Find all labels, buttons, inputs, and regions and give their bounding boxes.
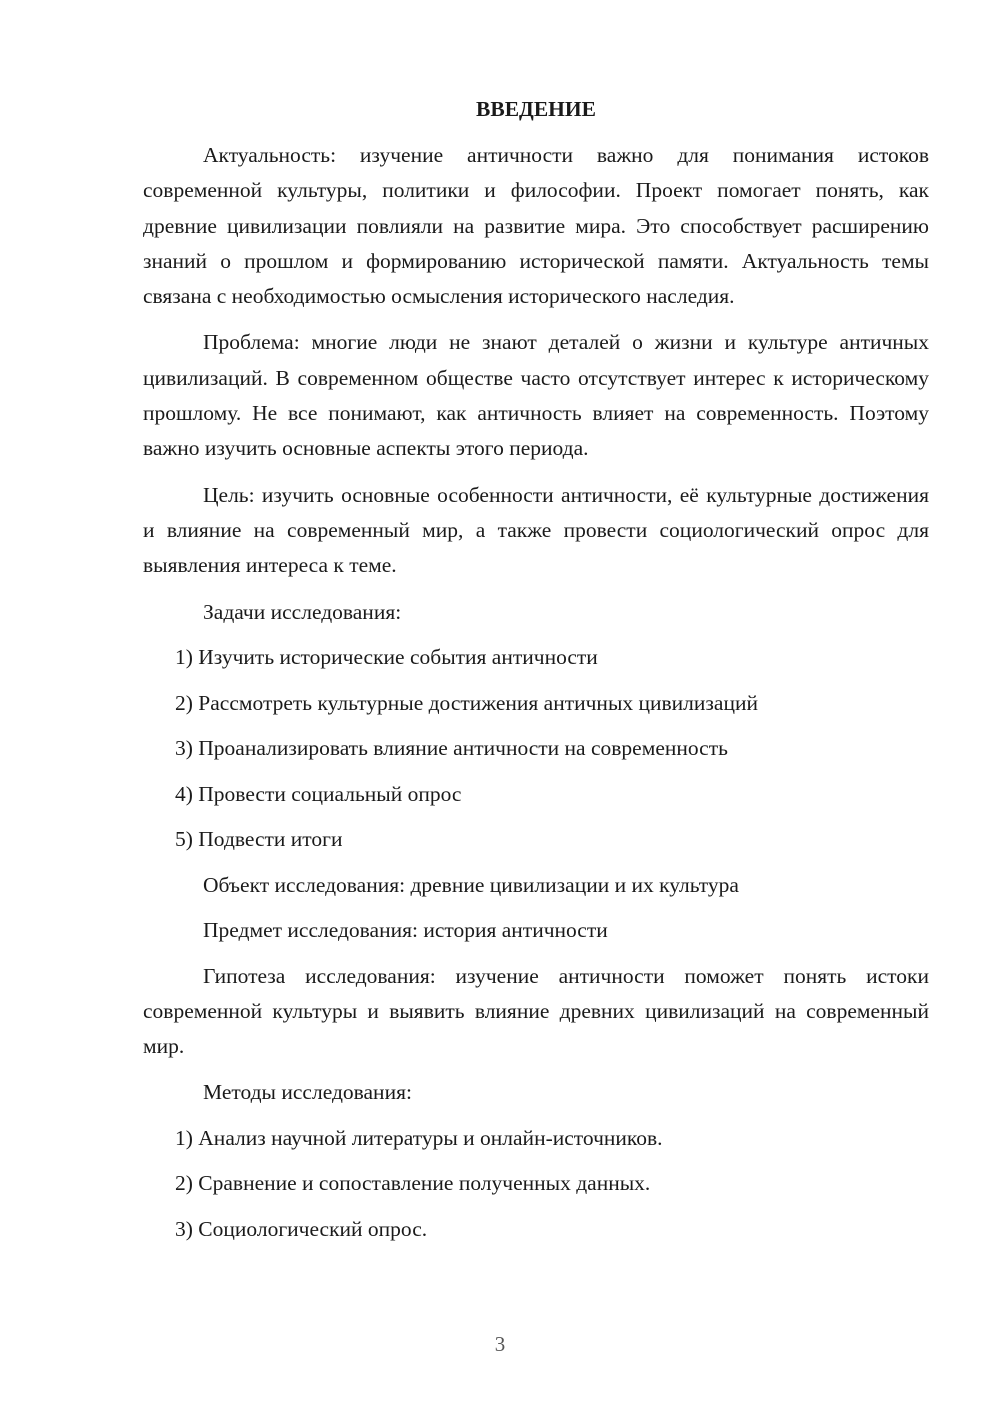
research-subject: Предмет исследования: история античности [203, 918, 608, 943]
method-item: 2) Сравнение и сопоставление полученных данных. [175, 1171, 651, 1196]
tasks-heading: Задачи исследования: [203, 599, 402, 624]
page-title: ВВЕДЕНИЕ [476, 97, 596, 121]
page-number: 3 [494, 1332, 506, 1356]
problem-paragraph: Проблема: многие люди не знают деталей о жизни и культуре античных цивилизаций. В современном обществе часто отсутствует интерес к историческому прошлому. Не все понимают, как античность влияет на современность. Поэтому важно изучить основные аспекты этого периода. [143, 330, 929, 461]
method-item: 1) Анализ научной литературы и онлайн-источников. [175, 1125, 663, 1150]
method-item: 3) Социологический опрос. [175, 1216, 428, 1241]
task-item: 3) Проанализировать влияние античности на современность [175, 736, 728, 761]
research-object: Объект исследования: древние цивилизации и их культура [203, 872, 739, 897]
task-item: 4) Провести социальный опрос [175, 781, 462, 806]
methods-heading: Методы исследования: [203, 1080, 412, 1105]
hypothesis-paragraph: Гипотеза исследования: изучение античности поможет понять истоки современной культуры и выявить влияние древних цивилизаций на современный мир. [143, 963, 929, 1059]
goal-paragraph: Цель: изучить основные особенности античности, её культурные достижения и влияние на современный мир, а также провести социологический опрос для выявления интереса к теме. [143, 482, 929, 578]
relevance-paragraph: Актуальность: изучение античности важно для понимания истоков современной культуры, политики и философии. Проект помогает понять, как древние цивилизации повлияли на развитие мира. Это способствует расширению знаний о прошлом и формированию исторической памяти. Актуальность темы связана с необходимостью осмысления исторического наследия. [143, 143, 929, 309]
document-body [143, 92, 929, 1257]
task-item: 1) Изучить исторические события античности [175, 645, 598, 670]
task-item: 2) Рассмотреть культурные достижения античных цивилизаций [175, 690, 758, 715]
task-item: 5) Подвести итоги [175, 827, 343, 852]
